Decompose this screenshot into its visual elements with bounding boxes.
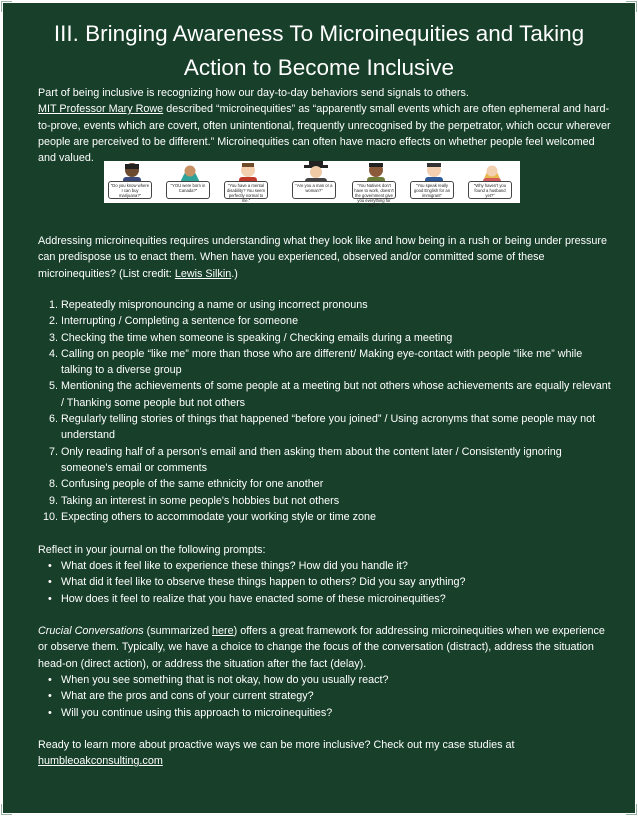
corner-mark [1,1,12,12]
list-item [38,411,614,444]
list-item [38,493,614,509]
cartoon-sign: “Why haven't you found a husband yet?” [468,181,512,199]
summary-link[interactable]: here [212,625,234,637]
crucial-pre-link: (summarized [143,625,213,637]
corner-mark [626,804,637,815]
item-number: 6. [48,413,58,426]
list-item: • What are the pros and cons of your current strategy? [38,688,614,704]
page-title [23,17,615,85]
item-number: 5. [48,380,58,393]
cartoon-sign: “You speak really good English for an immigrant” [410,181,454,199]
item-number: 10. [42,510,58,523]
cartoon-person [466,161,518,203]
cartoon-sign: “You have a mental disability? You seem perfectly normal to me.” [224,181,268,199]
document-page [3,3,635,813]
list-item [38,476,614,492]
item-number: 1. [48,299,58,311]
item-text: Checking the time when someone is speaking / Checking emails during a meeting [61,331,453,344]
crucial-text: ) offers a great framework for addressing microinequities when we experience or observe them. Typically, we have a choice to change the focus of the conversation (distract), address the situation head-on (direct action), or address the situation after the fact (delay). [38,625,605,670]
microinequities-cartoon [104,161,520,208]
item-number: 3. [48,331,58,344]
cartoon-person [222,161,274,203]
list-item [38,330,614,346]
item-text: Taking an interest in some people's hobbies but not others [61,494,340,507]
addressing-text: Addressing microinequities requires understanding what they look like and how being in a rush or being under pressure can predispose us to enact them. When have you experienced, observed and/or committed some of these microinequities? (List credit: [38,235,607,280]
title-line-2: Action to Become Inclusive [183,55,455,80]
crucial-paragraph [38,623,614,672]
corner-mark [626,1,637,12]
list-item [38,346,614,379]
list-item: • What did it feel like to observe these things happen to others? Did you say anything? [38,574,614,590]
corner-mark [1,804,12,815]
item-text: Confusing people of the same ethnicity for one another [61,478,324,491]
list-item [38,509,614,525]
closing-text: Ready to learn more about proactive ways we can be more inclusive? Check out my case studies at [38,739,515,751]
list-item [38,313,614,329]
addressing-end: .) [231,267,238,280]
list-item [38,378,614,411]
lewis-silkin-link[interactable]: Lewis Silkin [174,267,232,280]
intro-paragraph [38,85,614,166]
list-item: • How does it feel to realize that you have enacted some of these microinequities? [38,591,614,607]
item-text: Expecting others to accommodate your working style or time zone [61,510,377,523]
item-text: Calling on people “like me” more than those who are different/ Making eye-contact with people “like me” while talking to a diverse group [61,347,583,377]
item-number: 4. [48,347,58,360]
book-title: Crucial Conversations [38,625,144,637]
reflect-prompts [38,558,614,607]
item-text: Only reading half of a person's email and then asking them about the content later / Consistently ignoring someone's email or comments [61,445,562,474]
item-number: 9. [48,494,58,507]
cartoon-sign: “Are you a man or a woman?” [292,181,336,199]
item-text: Regularly telling stories of things that happened “before you joined” / Using acronyms that some people may not understand [61,413,596,442]
list-item: • What does it feel like to experience these things? How did you handle it? [38,558,614,574]
addressing-paragraph [38,233,614,282]
item-number: 7. [48,445,58,458]
website-link[interactable]: humbleoakconsulting.com [38,755,163,768]
cartoon-person [164,161,216,203]
crucial-prompts [38,672,614,721]
microinequities-definition: described “microinequities” as “apparently small events which are often ephemeral and hard-to-prove, events which are covert, often unintentional, frequently unrecognised by the perpetrator, which occur wherever people are perceived to be different.” Microinequities can often have macro effects on whether people feel welcomed and valued. [38,103,611,165]
list-item: • When you see something that is not okay, how do you usually react? [38,672,614,688]
title-line-1: III. Bringing Awareness To Microinequities and Taking [53,21,585,46]
list-item [38,444,614,477]
cartoon-sign: “Do you know where I can buy marijuana?” [108,181,152,199]
list-item: • Will you continue using this approach to microinequities? [38,705,614,721]
item-number: 8. [48,478,58,491]
cartoon-person [106,161,158,203]
cartoon-person [290,161,342,203]
cartoon-sign: “YOU were born in Canada?” [166,181,210,199]
microinequities-list [38,297,614,525]
cartoon-person [350,161,402,208]
reflect-heading: Reflect in your journal on the following prompts: [38,544,266,556]
item-text: Repeatedly mispronouncing a name or using incorrect pronouns [61,299,368,311]
intro-sentence: Part of being inclusive is recognizing how our day-to-day behaviors send signals to others. [38,87,469,99]
cartoon-sign: “You Natives don't have to work, doesn't the government give you everything for free?” [352,181,396,199]
cartoon-person [408,161,460,203]
mary-rowe-link[interactable]: MIT Professor Mary Rowe [38,103,164,116]
item-number: 2. [48,315,58,328]
closing-paragraph [38,737,614,770]
item-text: Mentioning the achievements of some people at a meeting but not others whose achievements are equally relevant / Thanking some people but not others [61,380,611,409]
list-item [38,297,614,313]
item-text: Interrupting / Completing a sentence for someone [61,315,299,328]
